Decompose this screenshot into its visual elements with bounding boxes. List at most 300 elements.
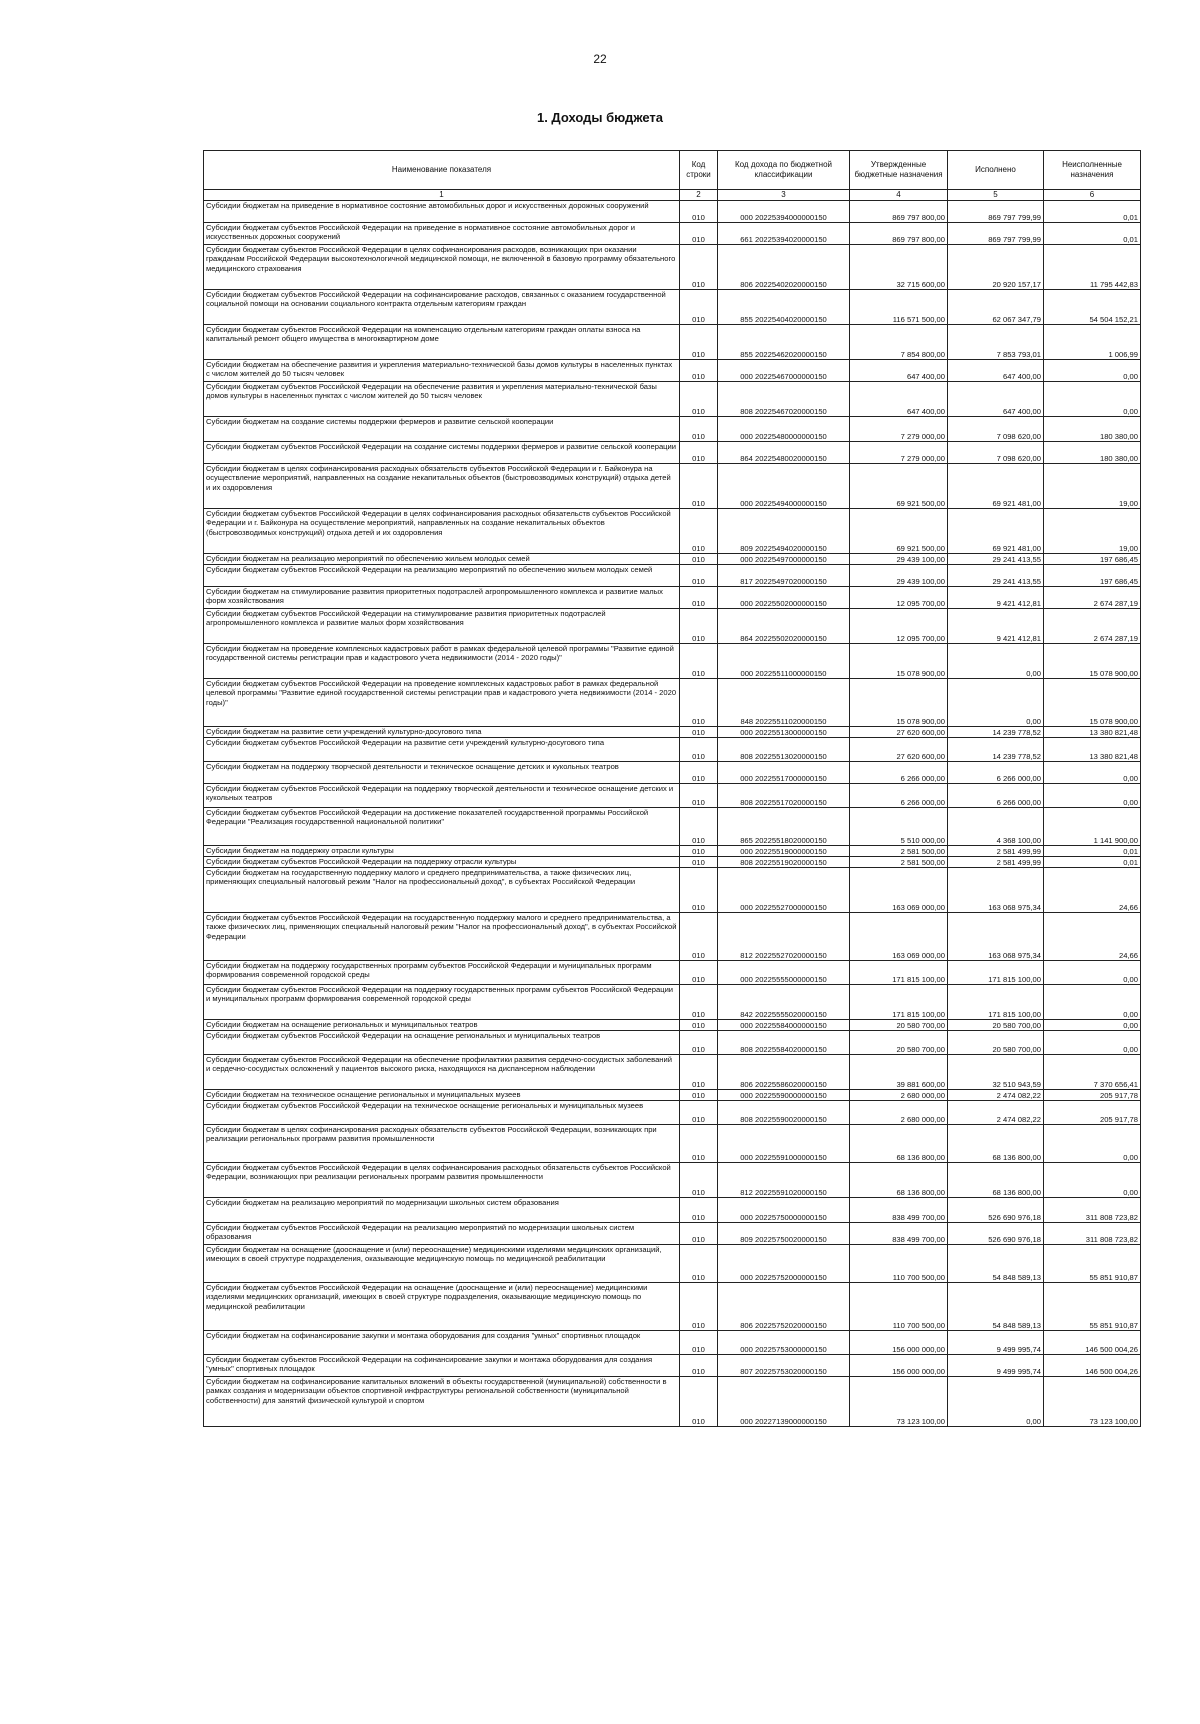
header-line-code: Код строки: [680, 151, 718, 190]
table-row: [204, 442, 1141, 464]
row-indicator-name: Субсидии бюджетам в целях софинансирования расходных обязательств субъектов Российской Федерации, возникающих при реализации региональных программ развития промышленности: [204, 1125, 680, 1163]
row-unexecuted-amount: 0,00: [1044, 961, 1141, 985]
row-revenue-code: 864 20225502020000150: [718, 609, 850, 644]
row-revenue-code: 000 20225753000000150: [718, 1331, 850, 1355]
row-executed-amount: 7 098 620,00: [948, 442, 1044, 464]
row-unexecuted-amount: 205 917,78: [1044, 1090, 1141, 1101]
row-line-code: 010: [680, 679, 718, 727]
row-revenue-code: 855 20225404020000150: [718, 290, 850, 325]
row-line-code: 010: [680, 325, 718, 360]
table-row: [204, 1223, 1141, 1245]
row-approved-amount: 869 797 800,00: [850, 223, 948, 245]
row-executed-amount: 0,00: [948, 679, 1044, 727]
table-row: [204, 464, 1141, 509]
row-indicator-name: Субсидии бюджетам субъектов Российской Федерации в целях софинансирования расходов, возникающих при оказании гражданам Российской Федерации высокотехнологичной медицинской помощи, не включенной в базовую программу обязательного медицинского страхования: [204, 245, 680, 290]
table-row: [204, 587, 1141, 609]
row-indicator-name: Субсидии бюджетам субъектов Российской Федерации на софинансирование закупки и монтажа оборудования для создания "умных" спортивных площадок: [204, 1355, 680, 1377]
row-revenue-code: 848 20225511020000150: [718, 679, 850, 727]
row-line-code: 010: [680, 360, 718, 382]
row-approved-amount: 647 400,00: [850, 360, 948, 382]
row-executed-amount: 647 400,00: [948, 382, 1044, 417]
row-unexecuted-amount: 0,01: [1044, 846, 1141, 857]
row-approved-amount: 6 266 000,00: [850, 762, 948, 784]
table-row: [204, 846, 1141, 857]
row-executed-amount: 526 690 976,18: [948, 1223, 1044, 1245]
row-line-code: 010: [680, 985, 718, 1020]
table-row: [204, 1163, 1141, 1198]
row-line-code: 010: [680, 762, 718, 784]
row-approved-amount: 171 815 100,00: [850, 961, 948, 985]
table-row: [204, 868, 1141, 913]
row-unexecuted-amount: 0,00: [1044, 985, 1141, 1020]
row-line-code: 010: [680, 1283, 718, 1331]
row-unexecuted-amount: 0,00: [1044, 360, 1141, 382]
row-unexecuted-amount: 15 078 900,00: [1044, 644, 1141, 679]
row-approved-amount: 15 078 900,00: [850, 644, 948, 679]
row-approved-amount: 15 078 900,00: [850, 679, 948, 727]
row-approved-amount: 2 581 500,00: [850, 846, 948, 857]
table-row: [204, 609, 1141, 644]
table-row: [204, 727, 1141, 738]
row-line-code: 010: [680, 868, 718, 913]
row-executed-amount: 2 581 499,99: [948, 846, 1044, 857]
row-indicator-name: Субсидии бюджетам субъектов Российской Федерации на софинансирование расходов, связанных с оказанием государственной социальной помощи на основании социального контракта отдельным категориям граждан: [204, 290, 680, 325]
row-indicator-name: Субсидии бюджетам на поддержку творческой деятельности и техническое оснащение детских и кукольных театров: [204, 762, 680, 784]
column-number: 5: [948, 190, 1044, 201]
row-indicator-name: Субсидии бюджетам на государственную поддержку малого и среднего предпринимательства, а также физических лиц, применяющих специальный налоговый режим "Налог на профессиональный доход", в субъектах Российской Федерации: [204, 868, 680, 913]
row-unexecuted-amount: 0,00: [1044, 1163, 1141, 1198]
row-unexecuted-amount: 146 500 004,26: [1044, 1355, 1141, 1377]
row-indicator-name: Субсидии бюджетам субъектов Российской Федерации на достижение показателей государственной программы Российской Федерации "Реализация государственной национальной политики": [204, 808, 680, 846]
row-revenue-code: 000 20225467000000150: [718, 360, 850, 382]
header-executed: Исполнено: [948, 151, 1044, 190]
row-revenue-code: 000 20225555000000150: [718, 961, 850, 985]
row-unexecuted-amount: 73 123 100,00: [1044, 1377, 1141, 1427]
row-revenue-code: 809 20225750020000150: [718, 1223, 850, 1245]
row-indicator-name: Субсидии бюджетам субъектов Российской Федерации на поддержку отрасли культуры: [204, 857, 680, 868]
row-indicator-name: Субсидии бюджетам на приведение в нормативное состояние автомобильных дорог и искусственных дорожных сооружений: [204, 201, 680, 223]
row-indicator-name: Субсидии бюджетам на техническое оснащение региональных и муниципальных музеев: [204, 1090, 680, 1101]
header-indicator-name: Наименование показателя: [204, 151, 680, 190]
row-revenue-code: 000 20225511000000150: [718, 644, 850, 679]
page-title: 1. Доходы бюджета: [536, 110, 664, 125]
table-row: [204, 565, 1141, 587]
row-line-code: 010: [680, 442, 718, 464]
row-revenue-code: 000 20225394000000150: [718, 201, 850, 223]
row-revenue-code: 000 20225497000000150: [718, 554, 850, 565]
row-unexecuted-amount: 146 500 004,26: [1044, 1331, 1141, 1355]
row-unexecuted-amount: 0,01: [1044, 857, 1141, 868]
row-approved-amount: 7 279 000,00: [850, 417, 948, 442]
row-unexecuted-amount: 0,00: [1044, 382, 1141, 417]
row-unexecuted-amount: 0,00: [1044, 784, 1141, 808]
row-unexecuted-amount: 197 686,45: [1044, 565, 1141, 587]
row-line-code: 010: [680, 223, 718, 245]
row-indicator-name: Субсидии бюджетам на поддержку отрасли культуры: [204, 846, 680, 857]
row-unexecuted-amount: 54 504 152,21: [1044, 290, 1141, 325]
row-revenue-code: 808 20225513020000150: [718, 738, 850, 762]
row-approved-amount: 12 095 700,00: [850, 609, 948, 644]
row-executed-amount: 6 266 000,00: [948, 762, 1044, 784]
row-revenue-code: 808 20225519020000150: [718, 857, 850, 868]
row-indicator-name: Субсидии бюджетам на софинансирование закупки и монтажа оборудования для создания "умных" спортивных площадок: [204, 1331, 680, 1355]
row-revenue-code: 809 20225494020000150: [718, 509, 850, 554]
header-revenue-code: Код дохода по бюджетной классификации: [718, 151, 850, 190]
row-revenue-code: 865 20225518020000150: [718, 808, 850, 846]
table-row: [204, 325, 1141, 360]
row-line-code: 010: [680, 1331, 718, 1355]
row-indicator-name: Субсидии бюджетам в целях софинансирования расходных обязательств субъектов Российской Федерации и г. Байконура на осуществление мероприятий, направленных на создание некапитальных объектов (быстровозводимых конструкций) отдыха детей и их оздоровления: [204, 464, 680, 509]
row-executed-amount: 29 241 413,55: [948, 554, 1044, 565]
table-row: [204, 201, 1141, 223]
row-line-code: 010: [680, 913, 718, 961]
row-executed-amount: 647 400,00: [948, 360, 1044, 382]
row-revenue-code: 842 20225555020000150: [718, 985, 850, 1020]
row-line-code: 010: [680, 382, 718, 417]
row-indicator-name: Субсидии бюджетам субъектов Российской Федерации на обеспечение развития и укрепления материально-технической базы домов культуры в населенных пунктах с числом жителей до 50 тысяч человек: [204, 382, 680, 417]
row-executed-amount: 69 921 481,00: [948, 464, 1044, 509]
row-indicator-name: Субсидии бюджетам субъектов Российской Федерации на обеспечение профилактики развития сердечно-сосудистых заболеваний и сердечно-сосудистых осложнений у пациентов высокого риска, находящихся на диспансерном наблюдении: [204, 1055, 680, 1090]
row-executed-amount: 9 499 995,74: [948, 1355, 1044, 1377]
table-row: [204, 382, 1141, 417]
row-executed-amount: 2 474 082,22: [948, 1101, 1044, 1125]
row-unexecuted-amount: 1 141 900,00: [1044, 808, 1141, 846]
row-approved-amount: 29 439 100,00: [850, 565, 948, 587]
row-executed-amount: 2 474 082,22: [948, 1090, 1044, 1101]
row-indicator-name: Субсидии бюджетам субъектов Российской Федерации на реализацию мероприятий по модернизации школьных систем образования: [204, 1223, 680, 1245]
table-row: [204, 679, 1141, 727]
table-row: [204, 808, 1141, 846]
row-approved-amount: 110 700 500,00: [850, 1245, 948, 1283]
row-indicator-name: Субсидии бюджетам субъектов Российской Федерации на оснащение региональных и муниципальных театров: [204, 1031, 680, 1055]
row-approved-amount: 869 797 800,00: [850, 201, 948, 223]
row-unexecuted-amount: 311 808 723,82: [1044, 1198, 1141, 1223]
table-row: [204, 738, 1141, 762]
row-line-code: 010: [680, 1101, 718, 1125]
table-row: [204, 417, 1141, 442]
row-revenue-code: 808 20225590020000150: [718, 1101, 850, 1125]
row-executed-amount: 9 421 412,81: [948, 609, 1044, 644]
row-executed-amount: 2 581 499,99: [948, 857, 1044, 868]
row-approved-amount: 7 854 800,00: [850, 325, 948, 360]
row-unexecuted-amount: 205 917,78: [1044, 1101, 1141, 1125]
row-approved-amount: 69 921 500,00: [850, 464, 948, 509]
table-row: [204, 554, 1141, 565]
row-unexecuted-amount: 55 851 910,87: [1044, 1283, 1141, 1331]
row-revenue-code: 806 20225752020000150: [718, 1283, 850, 1331]
table-row: [204, 290, 1141, 325]
row-approved-amount: 156 000 000,00: [850, 1331, 948, 1355]
row-line-code: 010: [680, 587, 718, 609]
row-approved-amount: 39 881 600,00: [850, 1055, 948, 1090]
row-line-code: 010: [680, 417, 718, 442]
row-revenue-code: 807 20225753020000150: [718, 1355, 850, 1377]
row-line-code: 010: [680, 464, 718, 509]
row-unexecuted-amount: 24,66: [1044, 868, 1141, 913]
table-row: [204, 857, 1141, 868]
row-indicator-name: Субсидии бюджетам на реализацию мероприятий по обеспечению жильем молодых семей: [204, 554, 680, 565]
row-indicator-name: Субсидии бюджетам субъектов Российской Федерации на стимулирование развития приоритетных подотраслей агропромышленного комплекса и развитие малых форм хозяйствования: [204, 609, 680, 644]
row-unexecuted-amount: 0,01: [1044, 223, 1141, 245]
table-row: [204, 1101, 1141, 1125]
column-number: 4: [850, 190, 948, 201]
table-row: [204, 1020, 1141, 1031]
row-unexecuted-amount: 13 380 821,48: [1044, 738, 1141, 762]
row-unexecuted-amount: 311 808 723,82: [1044, 1223, 1141, 1245]
row-executed-amount: 163 068 975,34: [948, 868, 1044, 913]
row-revenue-code: 000 20225584000000150: [718, 1020, 850, 1031]
row-approved-amount: 838 499 700,00: [850, 1223, 948, 1245]
table-row: [204, 913, 1141, 961]
row-approved-amount: 68 136 800,00: [850, 1163, 948, 1198]
row-approved-amount: 2 581 500,00: [850, 857, 948, 868]
row-approved-amount: 5 510 000,00: [850, 808, 948, 846]
row-revenue-code: 808 20225584020000150: [718, 1031, 850, 1055]
table-row: [204, 1031, 1141, 1055]
row-approved-amount: 6 266 000,00: [850, 784, 948, 808]
row-revenue-code: 000 20225519000000150: [718, 846, 850, 857]
row-executed-amount: 54 848 589,13: [948, 1283, 1044, 1331]
row-revenue-code: 000 20225590000000150: [718, 1090, 850, 1101]
row-approved-amount: 156 000 000,00: [850, 1355, 948, 1377]
row-line-code: 010: [680, 1377, 718, 1427]
row-approved-amount: 110 700 500,00: [850, 1283, 948, 1331]
row-line-code: 010: [680, 644, 718, 679]
table-row: [204, 1377, 1141, 1427]
row-indicator-name: Субсидии бюджетам субъектов Российской Федерации в целях софинансирования расходных обязательств субъектов Российской Федерации, возникающих при реализации региональных программ развития промышленности: [204, 1163, 680, 1198]
row-approved-amount: 73 123 100,00: [850, 1377, 948, 1427]
table-header-row: [204, 151, 1141, 190]
row-approved-amount: 68 136 800,00: [850, 1125, 948, 1163]
row-executed-amount: 9 499 995,74: [948, 1331, 1044, 1355]
row-indicator-name: Субсидии бюджетам субъектов Российской Федерации на оснащение (дооснащение и (или) переоснащение) медицинскими изделиями медицинских организаций, имеющих в своей структуре подразделения, оказывающие медицинскую помощь по медицинской реабилитации: [204, 1283, 680, 1331]
table-row: [204, 1125, 1141, 1163]
table-row: [204, 360, 1141, 382]
row-indicator-name: Субсидии бюджетам субъектов Российской Федерации на поддержку государственных программ субъектов Российской Федерации и муниципальных программ формирования современной городской среды: [204, 985, 680, 1020]
row-line-code: 010: [680, 1198, 718, 1223]
row-line-code: 010: [680, 1125, 718, 1163]
budget-revenue-table: [203, 150, 1141, 1427]
row-unexecuted-amount: 0,01: [1044, 201, 1141, 223]
row-unexecuted-amount: 19,00: [1044, 464, 1141, 509]
row-indicator-name: Субсидии бюджетам субъектов Российской Федерации на создание системы поддержки фермеров и развитие сельской кооперации: [204, 442, 680, 464]
row-line-code: 010: [680, 808, 718, 846]
row-line-code: 010: [680, 290, 718, 325]
row-approved-amount: 163 069 000,00: [850, 913, 948, 961]
row-line-code: 010: [680, 961, 718, 985]
row-indicator-name: Субсидии бюджетам на проведение комплексных кадастровых работ в рамках федеральной целевой программы "Развитие единой государственной системы регистрации прав и кадастрового учета недвижимости (2014 - 2020 годы)": [204, 644, 680, 679]
header-approved: Утвержденные бюджетные назначения: [850, 151, 948, 190]
row-approved-amount: 2 680 000,00: [850, 1101, 948, 1125]
row-executed-amount: 0,00: [948, 644, 1044, 679]
row-executed-amount: 20 920 157,17: [948, 245, 1044, 290]
column-number: 3: [718, 190, 850, 201]
table-row: [204, 762, 1141, 784]
row-revenue-code: 000 20225494000000150: [718, 464, 850, 509]
row-indicator-name: Субсидии бюджетам субъектов Российской Федерации на компенсацию отдельным категориям граждан оплаты взноса на капитальный ремонт общего имущества в многоквартирном доме: [204, 325, 680, 360]
header-unexecuted: Неисполненные назначения: [1044, 151, 1141, 190]
row-approved-amount: 116 571 500,00: [850, 290, 948, 325]
row-executed-amount: 54 848 589,13: [948, 1245, 1044, 1283]
row-executed-amount: 20 580 700,00: [948, 1020, 1044, 1031]
row-executed-amount: 62 067 347,79: [948, 290, 1044, 325]
row-approved-amount: 27 620 600,00: [850, 727, 948, 738]
table-row: [204, 1055, 1141, 1090]
row-indicator-name: Субсидии бюджетам на стимулирование развития приоритетных подотраслей агропромышленного комплекса и развитие малых форм хозяйствования: [204, 587, 680, 609]
row-unexecuted-amount: 180 380,00: [1044, 417, 1141, 442]
row-unexecuted-amount: 0,00: [1044, 762, 1141, 784]
row-indicator-name: Субсидии бюджетам субъектов Российской Федерации на техническое оснащение региональных и муниципальных музеев: [204, 1101, 680, 1125]
page-number: 22: [593, 52, 607, 66]
row-revenue-code: 000 20225527000000150: [718, 868, 850, 913]
row-approved-amount: 171 815 100,00: [850, 985, 948, 1020]
row-indicator-name: Субсидии бюджетам субъектов Российской Федерации в целях софинансирования расходных обязательств субъектов Российской Федерации и г. Байконура на осуществление мероприятий, направленных на создание некапитальных объектов (быстровозводимых конструкций) отдыха детей и их оздоровления: [204, 509, 680, 554]
row-approved-amount: 12 095 700,00: [850, 587, 948, 609]
row-executed-amount: 163 068 975,34: [948, 913, 1044, 961]
table-row: [204, 1245, 1141, 1283]
row-indicator-name: Субсидии бюджетам на оснащение (дооснащение и (или) переоснащение) медицинскими изделиями медицинских организаций, имеющих в своей структуре подразделения, оказывающие медицинскую помощь по медицинской реабилитации: [204, 1245, 680, 1283]
row-indicator-name: Субсидии бюджетам субъектов Российской Федерации на приведение в нормативное состояние автомобильных дорог и искусственных дорожных сооружений: [204, 223, 680, 245]
row-revenue-code: 808 20225517020000150: [718, 784, 850, 808]
row-revenue-code: 000 20225480000000150: [718, 417, 850, 442]
row-unexecuted-amount: 2 674 287,19: [1044, 609, 1141, 644]
row-executed-amount: 14 239 778,52: [948, 738, 1044, 762]
row-revenue-code: 812 20225527020000150: [718, 913, 850, 961]
row-revenue-code: 817 20225497020000150: [718, 565, 850, 587]
row-executed-amount: 20 580 700,00: [948, 1031, 1044, 1055]
row-executed-amount: 4 368 100,00: [948, 808, 1044, 846]
row-indicator-name: Субсидии бюджетам субъектов Российской Федерации на государственную поддержку малого и среднего предпринимательства, а также физических лиц, применяющих специальный налоговый режим "Налог на профессиональный доход", в субъектах Российской Федерации: [204, 913, 680, 961]
row-revenue-code: 812 20225591020000150: [718, 1163, 850, 1198]
row-unexecuted-amount: 7 370 656,41: [1044, 1055, 1141, 1090]
row-revenue-code: 000 20225502000000150: [718, 587, 850, 609]
row-indicator-name: Субсидии бюджетам субъектов Российской Федерации на развитие сети учреждений культурно-досугового типа: [204, 738, 680, 762]
row-unexecuted-amount: 0,00: [1044, 1020, 1141, 1031]
row-indicator-name: Субсидии бюджетам субъектов Российской Федерации на реализацию мероприятий по обеспечению жильем молодых семей: [204, 565, 680, 587]
row-line-code: 010: [680, 1031, 718, 1055]
row-unexecuted-amount: 180 380,00: [1044, 442, 1141, 464]
row-approved-amount: 7 279 000,00: [850, 442, 948, 464]
row-indicator-name: Субсидии бюджетам на софинансирование капитальных вложений в объекты государственной (муниципальной) собственности в рамках создания и модернизации объектов спортивной инфраструктуры региональной собственности (муниципальной собственности) для занятий физической культурой и спортом: [204, 1377, 680, 1427]
row-approved-amount: 69 921 500,00: [850, 509, 948, 554]
row-line-code: 010: [680, 1055, 718, 1090]
row-approved-amount: 32 715 600,00: [850, 245, 948, 290]
row-approved-amount: 163 069 000,00: [850, 868, 948, 913]
table-row: [204, 961, 1141, 985]
row-line-code: 010: [680, 1090, 718, 1101]
row-unexecuted-amount: 11 795 442,83: [1044, 245, 1141, 290]
row-revenue-code: 806 20225586020000150: [718, 1055, 850, 1090]
table-row: [204, 1283, 1141, 1331]
row-executed-amount: 14 239 778,52: [948, 727, 1044, 738]
table-row: [204, 223, 1141, 245]
table-row: [204, 1355, 1141, 1377]
row-revenue-code: 806 20225402020000150: [718, 245, 850, 290]
table-row: [204, 985, 1141, 1020]
row-line-code: 010: [680, 784, 718, 808]
table-row: [204, 1198, 1141, 1223]
column-number: 1: [204, 190, 680, 201]
row-indicator-name: Субсидии бюджетам на поддержку государственных программ субъектов Российской Федерации и муниципальных программ формирования современной городской среды: [204, 961, 680, 985]
row-indicator-name: Субсидии бюджетам субъектов Российской Федерации на поддержку творческой деятельности и техническое оснащение детских и кукольных театров: [204, 784, 680, 808]
row-line-code: 010: [680, 738, 718, 762]
row-unexecuted-amount: 55 851 910,87: [1044, 1245, 1141, 1283]
row-unexecuted-amount: 19,00: [1044, 509, 1141, 554]
row-executed-amount: 171 815 100,00: [948, 985, 1044, 1020]
row-executed-amount: 9 421 412,81: [948, 587, 1044, 609]
row-indicator-name: Субсидии бюджетам на создание системы поддержки фермеров и развитие сельской кооперации: [204, 417, 680, 442]
row-line-code: 010: [680, 1245, 718, 1283]
row-approved-amount: 27 620 600,00: [850, 738, 948, 762]
row-executed-amount: 171 815 100,00: [948, 961, 1044, 985]
row-indicator-name: Субсидии бюджетам субъектов Российской Федерации на проведение комплексных кадастровых работ в рамках федеральной целевой программы "Развитие единой государственной системы регистрации прав и кадастрового учета недвижимости (2014 - 2020 годы)": [204, 679, 680, 727]
row-executed-amount: 7 098 620,00: [948, 417, 1044, 442]
row-approved-amount: 647 400,00: [850, 382, 948, 417]
row-unexecuted-amount: 15 078 900,00: [1044, 679, 1141, 727]
row-executed-amount: 869 797 799,99: [948, 223, 1044, 245]
table-row: [204, 1090, 1141, 1101]
row-line-code: 010: [680, 1223, 718, 1245]
row-approved-amount: 20 580 700,00: [850, 1020, 948, 1031]
row-revenue-code: 661 20225394020000150: [718, 223, 850, 245]
row-line-code: 010: [680, 509, 718, 554]
row-line-code: 010: [680, 609, 718, 644]
table-body: [204, 201, 1141, 1427]
row-approved-amount: 29 439 100,00: [850, 554, 948, 565]
row-unexecuted-amount: 2 674 287,19: [1044, 587, 1141, 609]
row-executed-amount: 68 136 800,00: [948, 1125, 1044, 1163]
row-indicator-name: Субсидии бюджетам на обеспечение развития и укрепления материально-технической базы домов культуры в населенных пунктах с числом жителей до 50 тысяч человек: [204, 360, 680, 382]
row-line-code: 010: [680, 1163, 718, 1198]
row-approved-amount: 838 499 700,00: [850, 1198, 948, 1223]
row-executed-amount: 32 510 943,59: [948, 1055, 1044, 1090]
row-line-code: 010: [680, 846, 718, 857]
table-row: [204, 644, 1141, 679]
row-revenue-code: 808 20225467020000150: [718, 382, 850, 417]
row-revenue-code: 000 20225750000000150: [718, 1198, 850, 1223]
row-line-code: 010: [680, 565, 718, 587]
table-row: [204, 1331, 1141, 1355]
row-revenue-code: 000 20225517000000150: [718, 762, 850, 784]
row-indicator-name: Субсидии бюджетам на реализацию мероприятий по модернизации школьных систем образования: [204, 1198, 680, 1223]
row-revenue-code: 000 20225752000000150: [718, 1245, 850, 1283]
row-revenue-code: 000 20227139000000150: [718, 1377, 850, 1427]
row-line-code: 010: [680, 1355, 718, 1377]
row-revenue-code: 000 20225591000000150: [718, 1125, 850, 1163]
row-unexecuted-amount: 24,66: [1044, 913, 1141, 961]
row-executed-amount: 526 690 976,18: [948, 1198, 1044, 1223]
row-line-code: 010: [680, 1020, 718, 1031]
row-indicator-name: Субсидии бюджетам на оснащение региональных и муниципальных театров: [204, 1020, 680, 1031]
row-unexecuted-amount: 0,00: [1044, 1125, 1141, 1163]
row-executed-amount: 68 136 800,00: [948, 1163, 1044, 1198]
row-executed-amount: 29 241 413,55: [948, 565, 1044, 587]
row-revenue-code: 864 20225480020000150: [718, 442, 850, 464]
row-executed-amount: 6 266 000,00: [948, 784, 1044, 808]
row-unexecuted-amount: 13 380 821,48: [1044, 727, 1141, 738]
row-line-code: 010: [680, 201, 718, 223]
table-row: [204, 245, 1141, 290]
row-indicator-name: Субсидии бюджетам на развитие сети учреждений культурно-досугового типа: [204, 727, 680, 738]
row-executed-amount: 869 797 799,99: [948, 201, 1044, 223]
row-executed-amount: 0,00: [948, 1377, 1044, 1427]
column-number: 6: [1044, 190, 1141, 201]
row-line-code: 010: [680, 245, 718, 290]
row-revenue-code: 000 20225513000000150: [718, 727, 850, 738]
column-number-row: [204, 190, 1141, 201]
row-line-code: 010: [680, 727, 718, 738]
table-row: [204, 784, 1141, 808]
